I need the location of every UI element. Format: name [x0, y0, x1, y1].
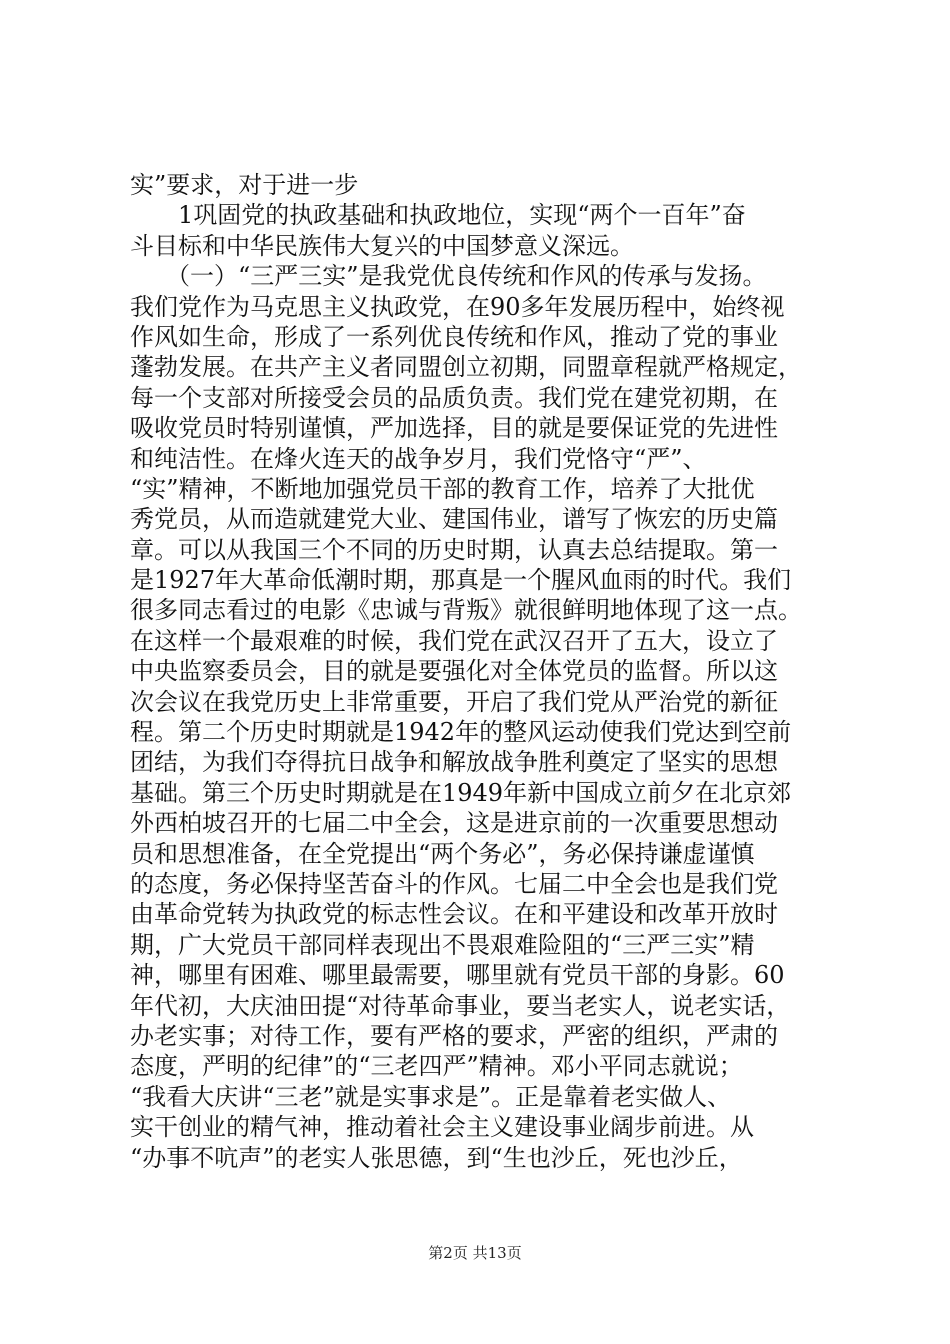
- text-line: 的态度，务必保持坚苦奋斗的作风。七届二中全会也是我们党: [130, 869, 778, 898]
- text-line: 吸收党员时特别谨慎，严加选择，目的就是要保证党的先进性: [130, 414, 778, 443]
- text-line: 秀党员，从而造就建党大业、建国伟业，谱写了恢宏的历史篇: [130, 505, 778, 534]
- text-line: 年代初，大庆油田提“对待革命事业，要当老实人，说老实话，: [130, 991, 791, 1020]
- text-line: 次会议在我党历史上非常重要，开启了我们党从严治党的新征: [130, 687, 778, 716]
- text-line: 由革命党转为执政党的标志性会议。在和平建设和改革开放时: [130, 900, 778, 929]
- page-number-label: 第2页 共13页: [428, 1244, 522, 1262]
- text-line: 实干创业的精气神，推动着社会主义建设事业阔步前进。从: [130, 1113, 754, 1142]
- text-line: “办事不吭声”的老实人张思德，到“生也沙丘，死也沙丘，: [130, 1143, 743, 1172]
- text-line: 办老实事；对待工作，要有严格的要求，严密的组织，严肃的: [130, 1021, 778, 1050]
- text-line: 团结，为我们夺得抗日战争和解放战争胜利奠定了坚实的思想: [130, 748, 778, 777]
- text-line: （一）“三严三实”是我党优良传统和作风的传承与发扬。: [130, 262, 767, 291]
- text-line: 员和思想准备，在全党提出“两个务必”，务必保持谦虚谨慎: [130, 839, 755, 868]
- text-line: 在这样一个最艰难的时候，我们党在武汉召开了五大，设立了: [130, 626, 778, 655]
- text-line: 外西柏坡召开的七届二中全会，这是进京前的一次重要思想动: [130, 809, 778, 838]
- text-line: 期，广大党员干部同样表现出不畏艰难险阻的“三严三实”精: [130, 930, 755, 959]
- body-text: [130, 170, 850, 1173]
- text-line: 神，哪里有困难、哪里最需要，哪里就有党员干部的身影。60: [130, 961, 785, 990]
- text-line: 章。可以从我国三个不同的历史时期，认真去总结提取。第一: [130, 535, 778, 564]
- text-line: 我们党作为马克思主义执政党，在90多年发展历程中，始终视: [130, 292, 785, 321]
- page-footer: [0, 1243, 950, 1263]
- text-line: 是1927年大革命低潮时期，那真是一个腥风血雨的时代。我们: [130, 566, 792, 595]
- text-line: 作风如生命，形成了一系列优良传统和作风，推动了党的事业: [130, 322, 778, 351]
- text-line: 很多同志看过的电影《忠诚与背叛》就很鲜明地体现了这一点。: [130, 596, 802, 625]
- text-line: “实”精神，不断地加强党员干部的教育工作，培养了大批优: [130, 474, 755, 503]
- text-line: 蓬勃发展。在共产主义者同盟创立初期，同盟章程就严格规定，: [130, 353, 802, 382]
- text-line: 程。第二个历史时期就是1942年的整风运动使我们党达到空前: [130, 718, 792, 747]
- text-line: 基础。第三个历史时期就是在1949年新中国成立前夕在北京郊: [130, 778, 792, 807]
- text-line: “我看大庆讲“三老”就是实事求是”。正是靠着老实做人、: [130, 1082, 732, 1111]
- text-line: 中央监察委员会，目的就是要强化对全体党员的监督。所以这: [130, 657, 778, 686]
- text-line: 实”要求，对于进一步: [130, 171, 359, 199]
- text-line: 和纯洁性。在烽火连天的战争岁月，我们党恪守“严”、: [130, 444, 707, 473]
- text-line: 每一个支部对所接受会员的品质负责。我们党在建党初期，在: [130, 383, 778, 412]
- text-line: 1巩固党的执政基础和执政地位，实现“两个一百年”奋: [130, 201, 746, 230]
- text-line: 态度，严明的纪律”的“三老四严”精神。邓小平同志就说；: [130, 1052, 743, 1081]
- text-line: 斗目标和中华民族伟大复兴的中国梦意义深远。: [130, 231, 634, 260]
